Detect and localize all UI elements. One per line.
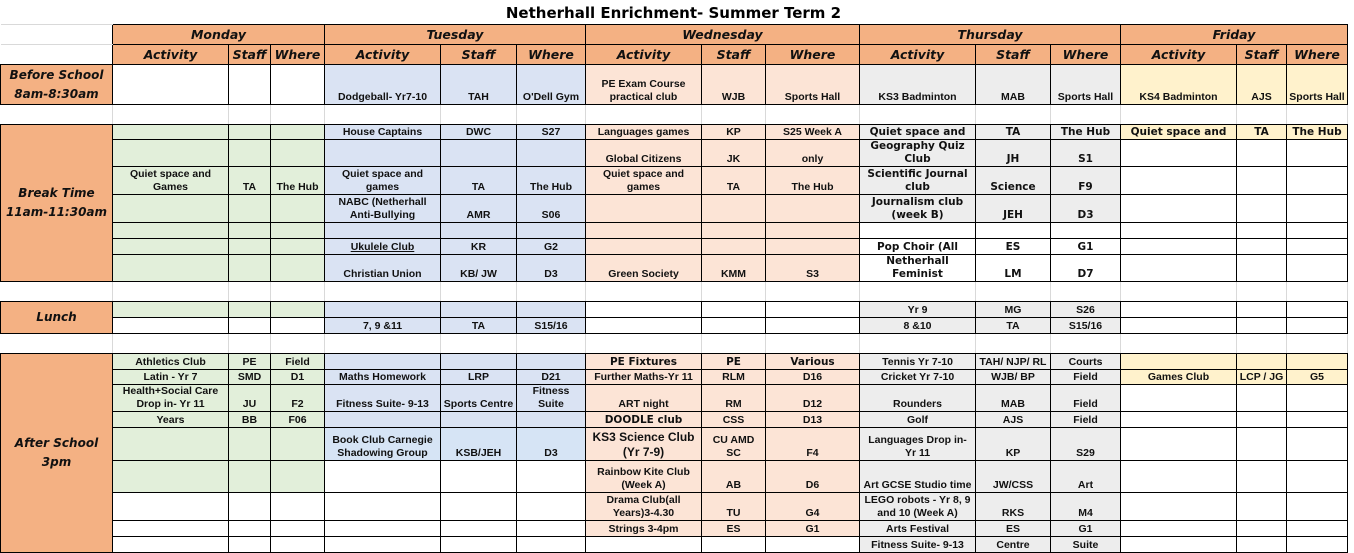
cell-staff: TA [702, 167, 766, 195]
cell-staff: TA [976, 318, 1051, 334]
cell-where: D21 [517, 370, 586, 385]
col-header-where: Where [271, 45, 325, 65]
cell-activity: Arts Festival [860, 521, 976, 537]
cell-where: Field [1051, 385, 1121, 412]
cell-where: F9 [1051, 167, 1121, 195]
cell-where [1051, 223, 1121, 239]
session-label-after-school: After School 3pm [1, 354, 113, 553]
cell-staff: RM [702, 385, 766, 412]
cell-staff: AB [702, 461, 766, 493]
cell-where: F4 [766, 428, 860, 461]
session-label-break-time: Break Time 11am-11:30am [1, 125, 113, 282]
cell-staff: BB [229, 412, 271, 428]
cell-activity: Quiet space and games [325, 167, 441, 195]
day-header-row [1, 25, 1348, 45]
cell-where: F06 [271, 412, 325, 428]
cell-activity: Rainbow Kite Club (Week A) [586, 461, 702, 493]
cell-staff: Sports Centre [441, 385, 517, 412]
cell-staff: CU AMD SC [702, 428, 766, 461]
cell-staff: KP [702, 125, 766, 140]
cell-staff: SMD [229, 370, 271, 385]
cell-where: Art [1051, 461, 1121, 493]
cell-activity: Latin - Yr 7 [113, 370, 229, 385]
cell-where: D3 [1051, 195, 1121, 223]
cell-where: G1 [766, 521, 860, 537]
cell-staff: AJS [976, 412, 1051, 428]
cell-activity: Geography Quiz Club [860, 140, 976, 167]
spacer-row [1, 334, 1348, 354]
cell-where: G1 [1051, 239, 1121, 255]
cell-staff: TA [976, 125, 1051, 140]
col-header-activity: Activity [113, 45, 229, 65]
cell-staff: ES [976, 239, 1051, 255]
col-header-where: Where [1287, 45, 1348, 65]
cell-activity: Further Maths-Yr 11 [586, 370, 702, 385]
cell-activity [586, 195, 702, 223]
cell-activity: Pop Choir (All [860, 239, 976, 255]
col-header-where: Where [517, 45, 586, 65]
cell-activity: 7, 9 &11 [325, 318, 441, 334]
cell-where: D16 [766, 370, 860, 385]
cell-activity: Games Club [1121, 370, 1237, 385]
cell-activity: Fitness Suite- 9-13 [860, 537, 976, 553]
after-school-row [1, 521, 1348, 537]
col-header-activity: Activity [586, 45, 702, 65]
cell-staff [976, 223, 1051, 239]
cell-activity: PE Fixtures [586, 354, 702, 370]
cell-where: Field [271, 354, 325, 370]
break-row [1, 125, 1348, 140]
cell-activity [325, 302, 441, 318]
cell-activity: PE Exam Course practical club [586, 65, 702, 105]
cell-staff: TA [229, 167, 271, 195]
cell-staff [441, 140, 517, 167]
cell-staff: CSS [702, 412, 766, 428]
cell-where [766, 195, 860, 223]
cell-activity: Tennis Yr 7-10 [860, 354, 976, 370]
cell-staff: LM [976, 255, 1051, 282]
cell-where: D7 [1051, 255, 1121, 282]
cell-where: G2 [517, 239, 586, 255]
cell-staff [702, 195, 766, 223]
lunch-row [1, 302, 1348, 318]
cell-staff: TA [1237, 125, 1287, 140]
cell-staff: JU [229, 385, 271, 412]
cell-staff [441, 223, 517, 239]
cell-staff: KP [976, 428, 1051, 461]
cell-activity: Green Society [586, 255, 702, 282]
cell-activity [325, 223, 441, 239]
cell-staff: PE [229, 354, 271, 370]
cell-staff: TA [441, 167, 517, 195]
cell-staff: MG [976, 302, 1051, 318]
cell-where: D3 [517, 255, 586, 282]
day-header-thursday: Thursday [860, 25, 1121, 45]
after-school-row [1, 461, 1348, 493]
cell-where: S06 [517, 195, 586, 223]
col-header-staff: Staff [229, 45, 271, 65]
col-header-activity: Activity [1121, 45, 1237, 65]
cell-staff: TU [702, 493, 766, 521]
cell-where: The Hub [766, 167, 860, 195]
cell-where [517, 412, 586, 428]
cell-where: F2 [271, 385, 325, 412]
break-row [1, 195, 1348, 223]
cell-staff: ES [702, 521, 766, 537]
cell-activity: Scientific Journal club [860, 167, 976, 195]
cell-activity: Yr 9 [860, 302, 976, 318]
cell-activity: KS3 Badminton [860, 65, 976, 105]
cell-where: D6 [766, 461, 860, 493]
cell-where: The Hub [1051, 125, 1121, 140]
cell-activity: Fitness Suite- 9-13 [325, 385, 441, 412]
cell-where: Sports Hall [1051, 65, 1121, 105]
cell-where: The Hub [271, 167, 325, 195]
cell-where: M4 [1051, 493, 1121, 521]
break-row [1, 140, 1348, 167]
cell-activity: Book Club Carnegie Shadowing Group [325, 428, 441, 461]
page-title: Netherhall Enrichment- Summer Term 2 [505, 4, 842, 22]
cell-staff: DWC [441, 125, 517, 140]
cell-where: Fitness Suite [517, 385, 586, 412]
after-school-row [1, 493, 1348, 521]
cell-activity: LEGO robots - Yr 8, 9 and 10 (Week A) [860, 493, 976, 521]
cell-where: S15/16 [517, 318, 586, 334]
after-school-row [1, 385, 1348, 412]
enrichment-timetable [0, 24, 1348, 553]
cell-where: S15/16 [1051, 318, 1121, 334]
cell-where [517, 140, 586, 167]
session-label-lunch: Lunch [1, 302, 113, 334]
cell-staff [1237, 354, 1287, 370]
column-header-row [1, 45, 1348, 65]
cell-staff: KR [441, 239, 517, 255]
before-school-row [1, 65, 1348, 105]
cell-staff: AJS [1237, 65, 1287, 105]
cell-activity: Athletics Club [113, 354, 229, 370]
break-row [1, 239, 1348, 255]
cell-staff: AMR [441, 195, 517, 223]
cell-activity: Dodgeball- Yr7-10 [325, 65, 441, 105]
break-row [1, 255, 1348, 282]
cell-where: The Hub [1287, 125, 1348, 140]
cell-activity [325, 140, 441, 167]
cell-staff [441, 302, 517, 318]
cell-staff [441, 412, 517, 428]
cell-where: S29 [1051, 428, 1121, 461]
cell-where: Courts [1051, 354, 1121, 370]
break-row [1, 167, 1348, 195]
day-header-monday: Monday [113, 25, 325, 45]
cell-activity: Quiet space and [860, 125, 976, 140]
cell-staff: JK [702, 140, 766, 167]
cell-where: The Hub [517, 167, 586, 195]
cell-where [271, 65, 325, 105]
corner-cell [1, 45, 113, 65]
cell-staff [229, 65, 271, 105]
cell-staff: KB/ JW [441, 255, 517, 282]
cell-activity [325, 354, 441, 370]
cell-where: Sports Hall [1287, 65, 1348, 105]
cell-activity [860, 223, 976, 239]
cell-activity: Languages Drop in- Yr 11 [860, 428, 976, 461]
cell-where: G1 [1051, 521, 1121, 537]
spacer-row [1, 282, 1348, 302]
cell-staff: Science [976, 167, 1051, 195]
cell-where: G5 [1287, 370, 1348, 385]
col-header-staff: Staff [441, 45, 517, 65]
cell-activity: Languages games [586, 125, 702, 140]
cell-activity: Maths Homework [325, 370, 441, 385]
cell-activity: Golf [860, 412, 976, 428]
cell-where [517, 302, 586, 318]
cell-activity: Christian Union [325, 255, 441, 282]
cell-where: D12 [766, 385, 860, 412]
col-header-where: Where [766, 45, 860, 65]
cell-activity: NABC (Netherhall Anti-Bullying [325, 195, 441, 223]
cell-staff: TA [441, 318, 517, 334]
cell-staff: LRP [441, 370, 517, 385]
cell-staff: KSB/JEH [441, 428, 517, 461]
cell-activity [586, 239, 702, 255]
cell-where: G4 [766, 493, 860, 521]
cell-activity: ART night [586, 385, 702, 412]
cell-activity: 8 &10 [860, 318, 976, 334]
cell-staff: TAH/ NJP/ RL [976, 354, 1051, 370]
cell-staff: LCP / JG [1237, 370, 1287, 385]
cell-staff: RLM [702, 370, 766, 385]
col-header-where: Where [1051, 45, 1121, 65]
cell-where: S3 [766, 255, 860, 282]
cell-activity: Rounders [860, 385, 976, 412]
lunch-row [1, 318, 1348, 334]
cell-activity: House Captains [325, 125, 441, 140]
cell-where: D3 [517, 428, 586, 461]
cell-activity [1121, 354, 1237, 370]
cell-where [1287, 354, 1348, 370]
cell-activity: Cricket Yr 7-10 [860, 370, 976, 385]
cell-activity [325, 412, 441, 428]
cell-activity: Quiet space and Games [113, 167, 229, 195]
cell-staff: WJB/ BP [976, 370, 1051, 385]
after-school-row [1, 354, 1348, 370]
cell-where: Suite [1051, 537, 1121, 553]
cell-activity: Health+Social Care Drop in- Yr 11 [113, 385, 229, 412]
cell-where: Sports Hall [766, 65, 860, 105]
cell-where: Various [766, 354, 860, 370]
col-header-staff: Staff [1237, 45, 1287, 65]
cell-where [517, 354, 586, 370]
cell-activity: Global Citizens [586, 140, 702, 167]
cell-staff: MAB [976, 65, 1051, 105]
cell-activity: Netherhall Feminist [860, 255, 976, 282]
cell-staff: RKS [976, 493, 1051, 521]
cell-where: D1 [271, 370, 325, 385]
after-school-row [1, 537, 1348, 553]
cell-where: S26 [1051, 302, 1121, 318]
cell-activity: KS3 Science Club (Yr 7-9) [586, 428, 702, 461]
cell-staff: Centre [976, 537, 1051, 553]
cell-staff: MAB [976, 385, 1051, 412]
day-header-tuesday: Tuesday [325, 25, 586, 45]
cell-staff: WJB [702, 65, 766, 105]
col-header-staff: Staff [976, 45, 1051, 65]
col-header-staff: Staff [702, 45, 766, 65]
day-header-friday: Friday [1121, 25, 1348, 45]
cell-staff: ES [976, 521, 1051, 537]
cell-activity: KS4 Badminton [1121, 65, 1237, 105]
cell-staff: PE [702, 354, 766, 370]
cell-where [517, 223, 586, 239]
cell-where: O'Dell Gym [517, 65, 586, 105]
cell-staff [702, 223, 766, 239]
cell-where: S27 [517, 125, 586, 140]
cell-activity: Quiet space and [1121, 125, 1237, 140]
spacer-row [1, 105, 1348, 125]
cell-activity: Years [113, 412, 229, 428]
after-school-row [1, 412, 1348, 428]
cell-activity [113, 65, 229, 105]
cell-where [766, 239, 860, 255]
session-label-before-school: Before School 8am-8:30am [1, 65, 113, 105]
cell-activity: Journalism club (week B) [860, 195, 976, 223]
ukulele-club-link[interactable]: Ukulele Club [325, 239, 441, 255]
cell-activity: Drama Club(all Years)3-4.30 [586, 493, 702, 521]
col-header-activity: Activity [860, 45, 976, 65]
cell-activity: Art GCSE Studio time [860, 461, 976, 493]
break-row [1, 223, 1348, 239]
cell-staff: JEH [976, 195, 1051, 223]
after-school-row [1, 370, 1348, 385]
cell-where: S25 Week A [766, 125, 860, 140]
cell-staff: JH [976, 140, 1051, 167]
col-header-activity: Activity [325, 45, 441, 65]
day-header-wednesday: Wednesday [586, 25, 860, 45]
cell-where: Field [1051, 412, 1121, 428]
cell-staff: KMM [702, 255, 766, 282]
cell-where: S1 [1051, 140, 1121, 167]
cell-where [766, 223, 860, 239]
cell-activity [586, 223, 702, 239]
cell-where: Field [1051, 370, 1121, 385]
after-school-row [1, 428, 1348, 461]
cell-staff [702, 239, 766, 255]
cell-activity: DOODLE club [586, 412, 702, 428]
cell-staff: JW/CSS [976, 461, 1051, 493]
cell-activity: Quiet space and games [586, 167, 702, 195]
corner-cell [1, 25, 113, 45]
cell-where: D13 [766, 412, 860, 428]
cell-activity: Strings 3-4pm [586, 521, 702, 537]
cell-staff [441, 354, 517, 370]
cell-where: only [766, 140, 860, 167]
cell-staff: TAH [441, 65, 517, 105]
